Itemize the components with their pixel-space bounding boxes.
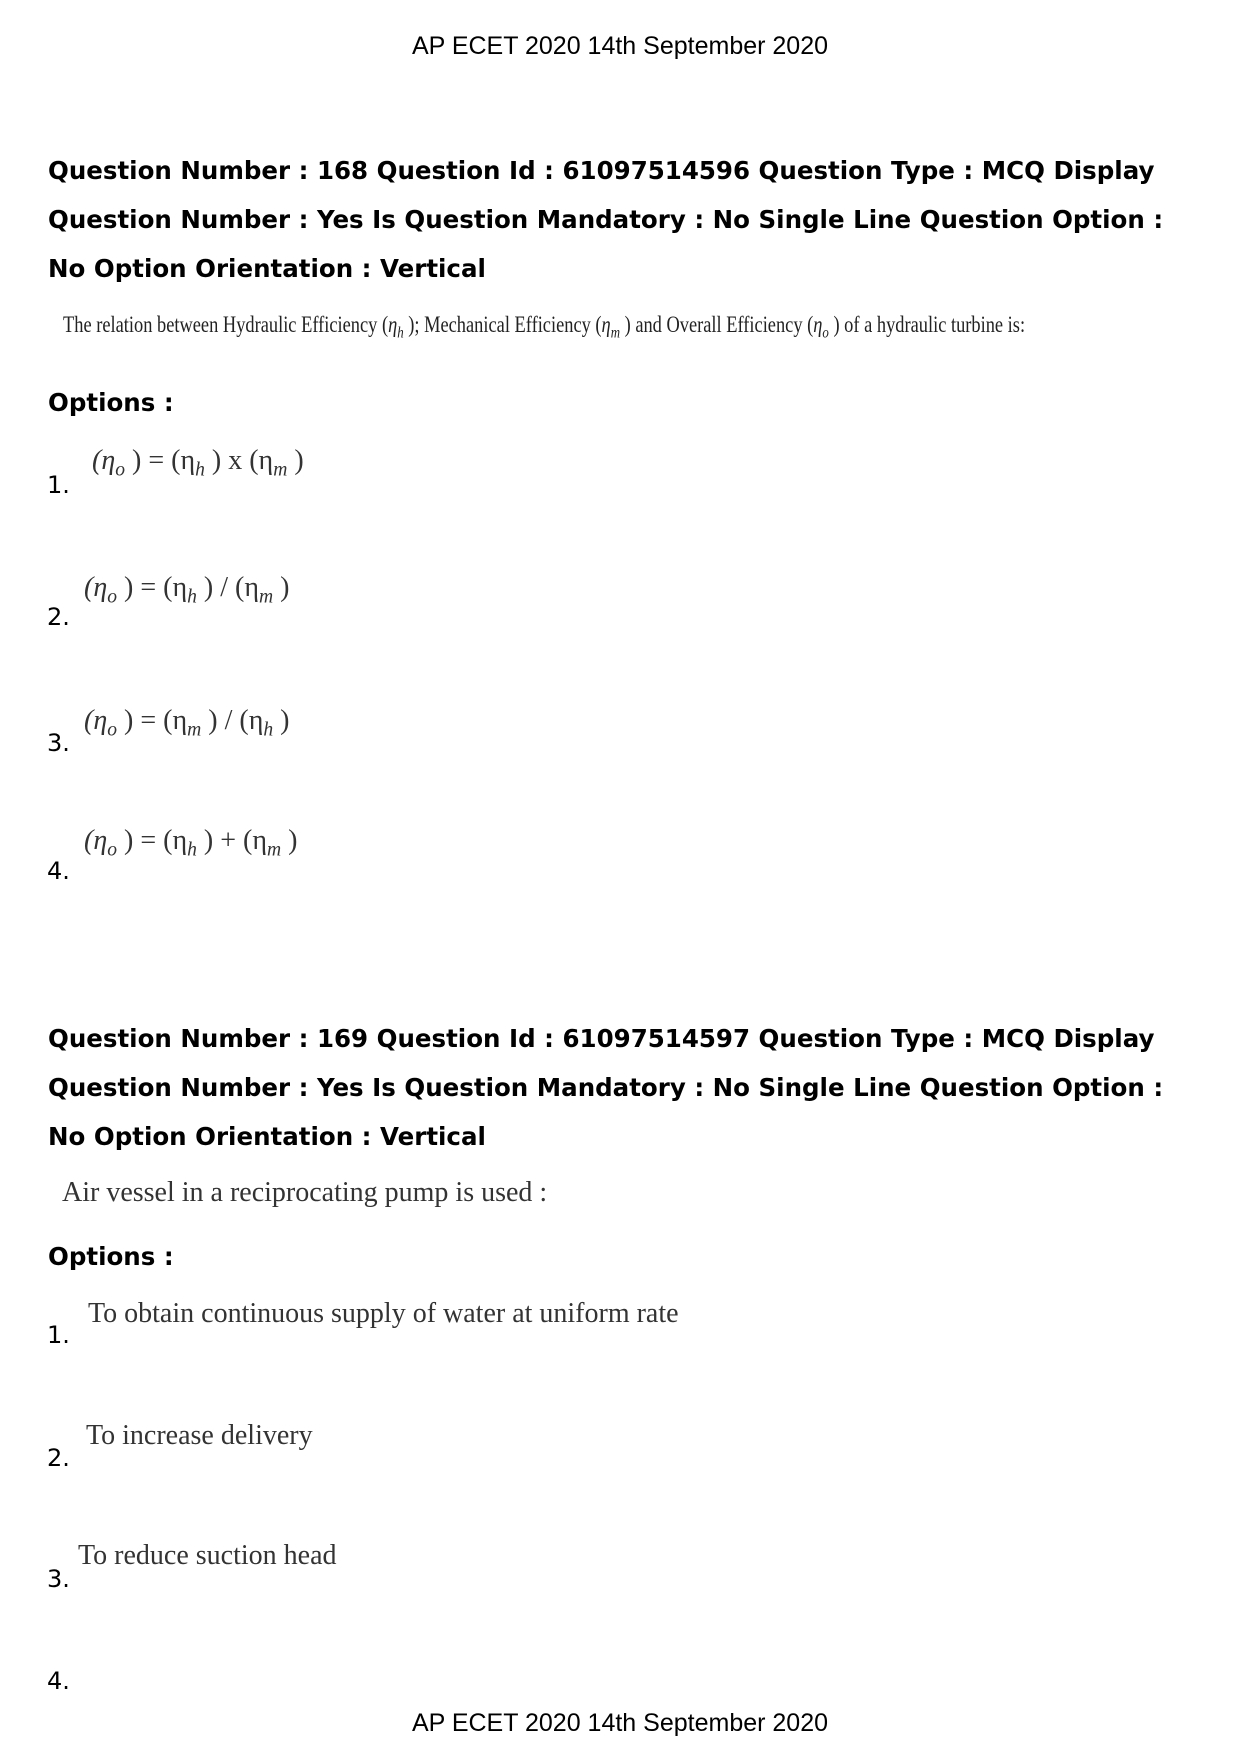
option-number: 3.: [47, 1565, 70, 1593]
option-number: 2.: [47, 1444, 70, 1472]
question-168-option-2: ($\eta_o$ ) = ($\eta_h$ ) / ($\eta_m$ ): [84, 572, 290, 608]
question-169-text: Air vessel in a reciprocating pump is used :: [62, 1177, 548, 1208]
question-169-options-label: Options :: [48, 1242, 174, 1271]
question-169-meta: Question Number : 169 Question Id : 61097514597 Question Type : MCQ Display Question Number : Yes Is Question Mandatory : No Single Line Question Option : No Option Orientation : Vertical: [48, 1024, 1164, 1151]
option-number: 4.: [47, 1667, 70, 1695]
question-168-options-label: Options :: [48, 388, 174, 417]
option-number: 1.: [47, 1321, 70, 1349]
question-168-meta: Question Number : 168 Question Id : 61097514596 Question Type : MCQ Display Question Number : Yes Is Question Mandatory : No Single Line Question Option : No Option Orientation : Vertical: [48, 156, 1164, 283]
option-number: 1.: [47, 471, 70, 499]
option-number: 2.: [47, 603, 70, 631]
question-169-option-3: To reduce suction head: [78, 1540, 337, 1571]
option-number: 3.: [47, 729, 70, 757]
question-169-option-2: To increase delivery: [86, 1420, 313, 1451]
option-number: 4.: [47, 857, 70, 885]
question-168-option-3: ($\eta_o$ ) = ($\eta_m$ ) / ($\eta_h$ ): [84, 705, 290, 741]
page-header: AP ECET 2020 14th September 2020: [411, 32, 829, 60]
question-168-option-1: ($\eta_o$ ) = ($\eta_h$ ) x ($\eta_m$ ): [92, 445, 304, 481]
question-169-option-1: To obtain continuous supply of water at uniform rate: [88, 1298, 679, 1329]
question-168-text: The relation between Hydraulic Efficiency ($\eta_h$ ); Mechanical Efficiency ($\eta_m$ ) and Overall Efficiency ($\eta_o$ ) of a hydraulic turbine is:: [63, 312, 1026, 342]
question-168-option-4: ($\eta_o$ ) = ($\eta_h$ ) + ($\eta_m$ ): [84, 825, 298, 861]
page-footer: AP ECET 2020 14th September 2020: [411, 1709, 829, 1737]
